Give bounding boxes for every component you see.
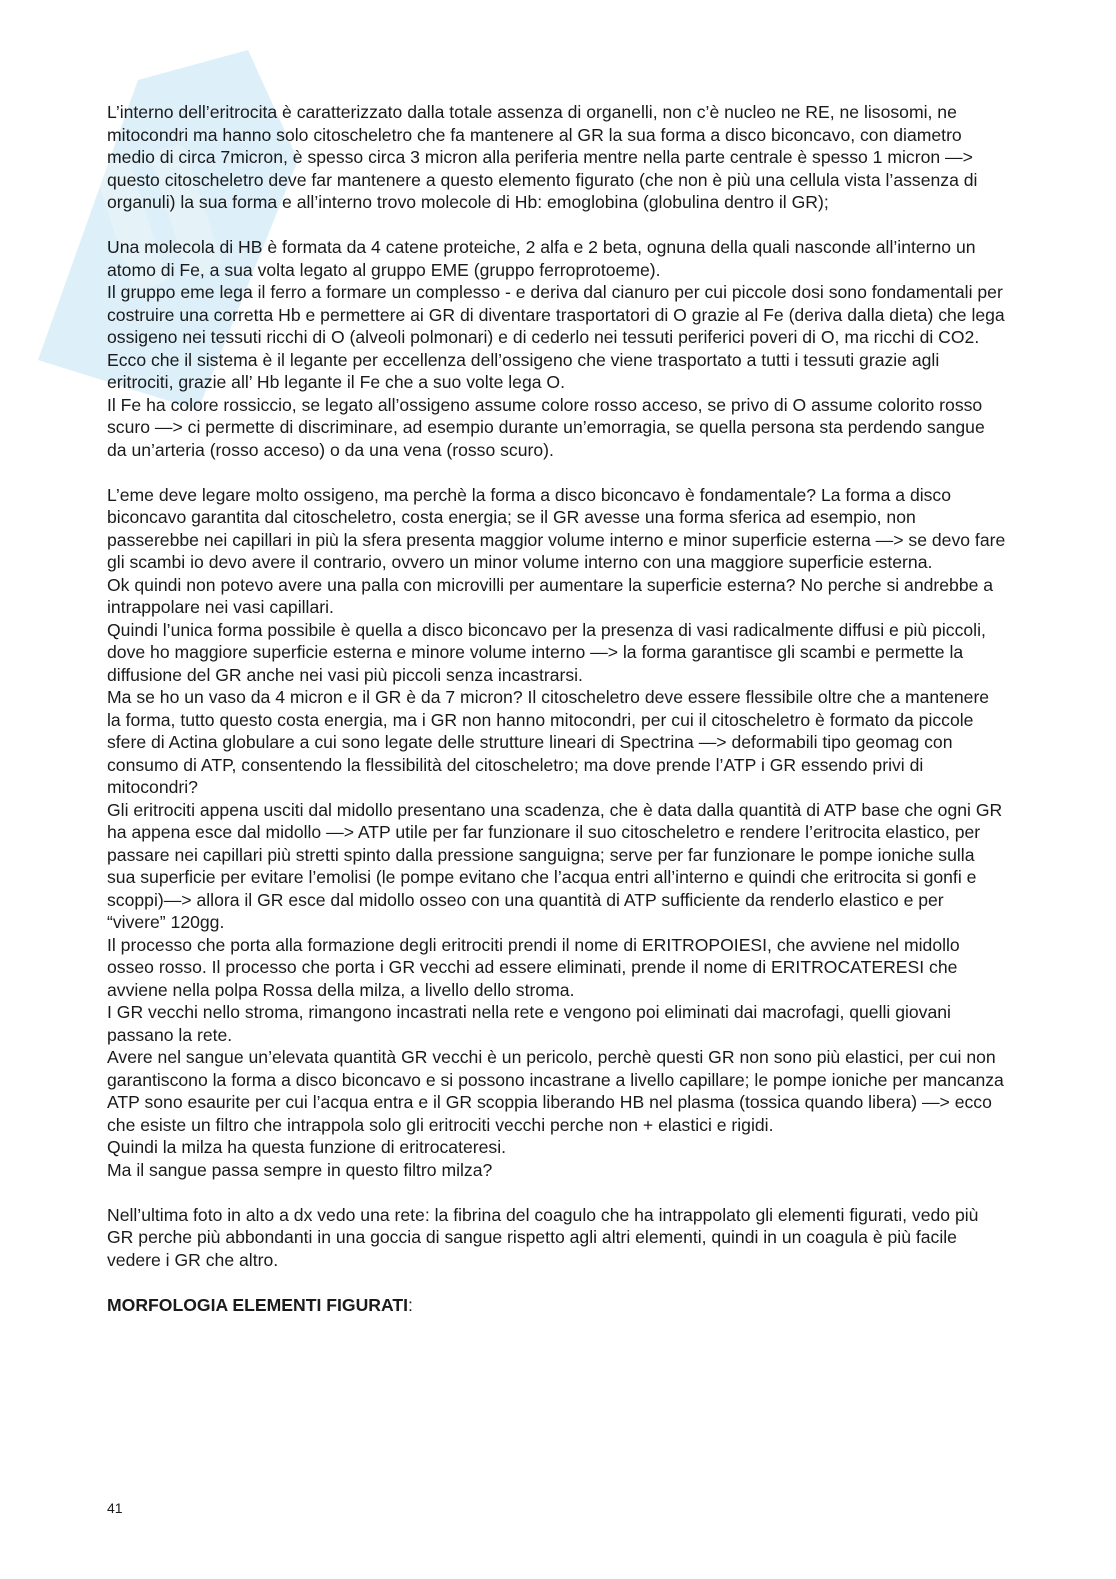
paragraph-domanda-milza: Ma il sangue passa sempre in questo filtro milza? [107, 1159, 493, 1180]
paragraph-milza-funzione: Quindi la milza ha questa funzione di eritrocateresi. [107, 1137, 507, 1157]
paragraph-legante-ossigeno: Ecco che il sistema è il legante per eccellenza dell’ossigeno che viene trasportato a tutti i tessuti grazie agli eritrociti, grazie all’ Hb legante il Fe che a suo volte lega O. [107, 349, 940, 392]
paragraph-pericolo-gr-vecchi: Avere nel sangue un’elevata quantità GR vecchi è un pericolo, perchè questi GR non sono più elastici, per cui non garantiscono la forma a disco biconcavo e si possono incastrane a livello capillare; le pompe ioniche per mancanza ATP sono esaurite per cui l’acqua entra e il GR scoppia liberando HB nel plasma (tossica quando libera) —> ecco che esiste un filtro che intrappola solo gli eritrociti vecchi perche non + elastici e rigidi. [107, 1047, 1004, 1135]
paragraph-molecola-hb: Una molecola di HB è formata da 4 catene proteiche, 2 alfa e 2 beta, ognuna della quali nasconde all’interno un atomo di Fe, a sua volta legato al gruppo EME (gruppo ferroprotoeme). [107, 237, 976, 280]
section-heading-text: MORFOLOGIA ELEMENTI FIGURATI [107, 1294, 409, 1315]
paragraph-eritropoiesi: Il processo che porta alla formazione degli eritrociti prendi il nome di ERITROPOIESI, che avviene nel midollo osseo rosso. Il processo che porta i GR vecchi ad essere eliminati, prende il nome di ERITROCATERESI che avviene nella polpa Rossa della milza, a livello dello stroma. [107, 934, 960, 1000]
paragraph-gruppo-eme: Il gruppo eme lega il ferro a formare un complesso - e deriva dal cianuro per cui piccole dosi sono fondamentali per costruire una corretta Hb e permettere ai GR di diventare trasportatori di O grazie al Fe (deriva dalla dieta) che lega ossigeno nei tessuti ricchi di O (alveoli polmonari) e di cederlo nei tessuti periferici poveri di O, ma ricchi di CO2. [107, 282, 1005, 347]
section-heading [107, 1294, 1007, 1317]
paragraph-forma-possibile: Quindi l’unica forma possibile è quella a disco biconcavo per la presenza di vasi radicalmente diffusi e più piccoli, dove ho maggiore superficie esterna e minore volume interno —> la forma garantisce gli scambi e permette la diffusione del GR anche nei vasi più piccoli senza incastrarsi. [107, 619, 986, 685]
paragraph-ultima-foto: Nell’ultima foto in alto a dx vedo una rete: la fibrina del coagulo che ha intrappolato gli elementi figurati, vedo più GR perche più abbondanti in una goccia di sangue rispetto agli altri elementi, quindi in un coagula è più facile vedere i GR che altro. [107, 1204, 979, 1270]
page-number: 41 [107, 1500, 123, 1516]
section-heading-colon: : [408, 1294, 413, 1315]
paragraph-interno-eritrocita: L’interno dell’eritrocita è caratterizzato dalla totale assenza di organelli, non c’è nucleo ne RE, ne lisosomi, ne mitocondri ma hanno solo citoscheletro che fa mantenere al GR la sua forma a disco biconcavo, con diametro medio di circa 7micron, è spesso circa 3 micron alla periferia mentre nella parte centrale è spesso 1 micron —> questo citoscheletro deve far mantenere a questo elemento figurato (che non è più una cellula vista l’assenza di organuli) la sua forma e all’interno trovo molecole di Hb: emoglobina (globulina dentro il GR); [107, 102, 978, 212]
paragraph-citoscheletro-flessibile: Ma se ho un vaso da 4 micron e il GR è da 7 micron? Il citoscheletro deve essere flessibile oltre che a mantenere la forma, tutto questo costa energia, ma i GR non hanno mitocondri, per cui il citoscheletro è formato da piccole sfere di Actina globulare a cui sono legate delle strutture lineari di Spectrina —> deformabili tipo geomag con consumo di ATP, consentendo la flessibilità del citoscheletro; ma dove prende l’ATP i GR essendo privi di mitocondri? [107, 687, 990, 797]
paragraph-scadenza-atp: Gli eritrociti appena usciti dal midollo presentano una scadenza, che è data dalla quantità di ATP base che ogni GR ha appena esce dal midollo —> ATP utile per far funzionare il suo citoscheletro e rendere l’eritrocita elastico, per passare nei capillari più stretti spinto dalla pressione sanguigna; serve per far funzionare le pompe ioniche sulla sua superficie per evitare l’emolisi (le pompe evitano che l’acqua entri all’interno e quindi che eritrocita si gonfi e scoppi)—> allora il GR esce dal midollo osseo con una quantità di ATP sufficiente da renderlo elastico e per “vivere” 120gg. [107, 799, 1003, 932]
paragraph-forma-biconcava: L’eme deve legare molto ossigeno, ma perchè la forma a disco biconcavo è fondamentale? La forma a disco biconcavo garantita dal citoscheletro, costa energia; se il GR avesse una forma sferica ad esempio, non passerebbe nei capillari in più la sfera presenta maggior volume interno e minor superficie esterna —> se devo fare gli scambi io devo avere il contrario, ovvero un minor volume interno con una maggiore superficie esterna. [107, 484, 1006, 572]
page-content [107, 101, 1007, 1316]
paragraph-microvilli: Ok quindi non potevo avere una palla con microvilli per aumentare la superficie esterna? No perche si andrebbe a intrappolare nei vasi capillari. [107, 574, 994, 617]
paragraph-colore-fe: Il Fe ha colore rossiccio, se legato all’ossigeno assume colore rosso acceso, se privo di O assume colorito rosso scuro —> ci permette di discriminare, ad esempio durante un’emorragia, se quella persona sta perdendo sangue da un’arteria (rosso acceso) o da una vena (rosso scuro). [107, 394, 985, 460]
paragraph-gr-vecchi-stroma: I GR vecchi nello stroma, rimangono incastrati nella rete e vengono poi eliminati dai macrofagi, quelli giovani passano la rete. [107, 1002, 951, 1045]
